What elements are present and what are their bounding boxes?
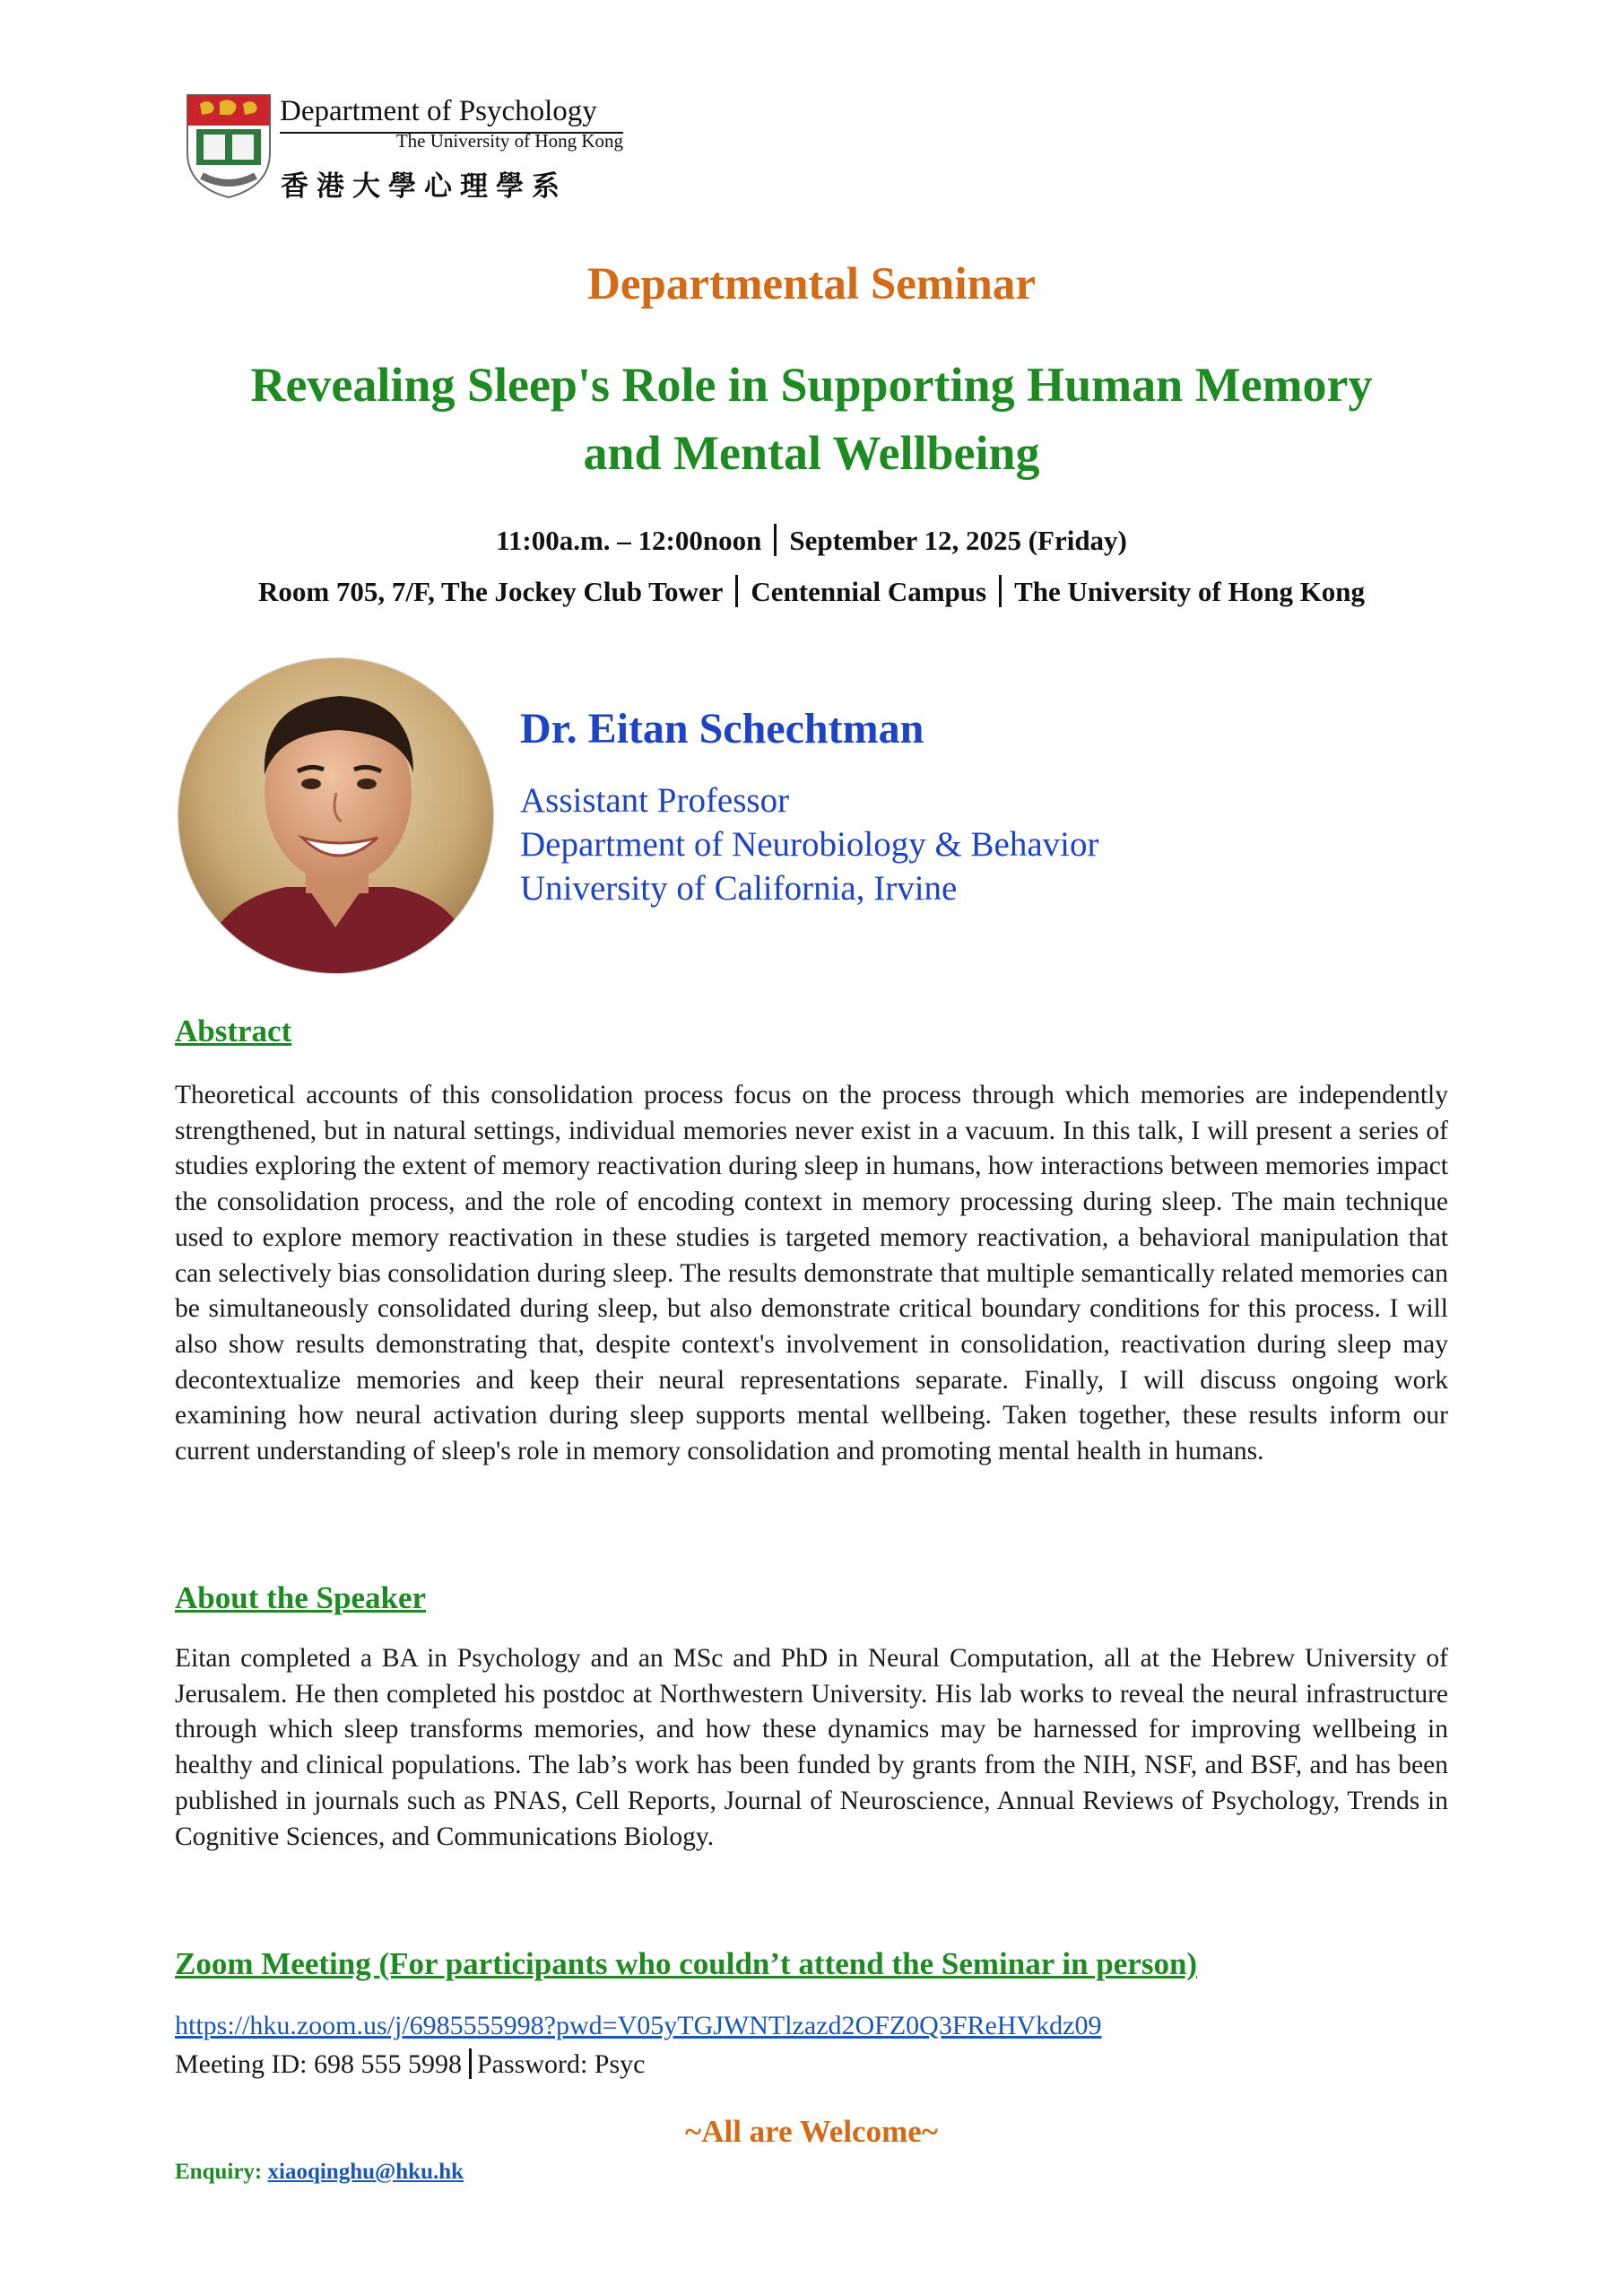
zoom-meeting-link[interactable]: https://hku.zoom.us/j/6985555998?pwd=V05yTGJWNTlzazd2OFZ0Q3FReHVkdz09 (175, 2011, 1102, 2040)
speaker-department: Department of Neurobiology & Behavior (520, 825, 1099, 864)
hku-crest-icon (184, 93, 273, 199)
separator (469, 2048, 472, 2079)
enquiry-email-link[interactable]: xiaoqinghu@hku.hk (267, 2160, 464, 2184)
speaker-name: Dr. Eitan Schechtman (520, 705, 924, 752)
department-logo (184, 91, 623, 204)
speaker-bio-text: Eitan completed a BA in Psychology and an MSc and PhD in Neural Computation, all at the Hebrew University of Jerusalem. He then completed his postdoc at Northwestern University. His lab works to reveal the neural infrastructure through which sleep transforms memories, and how these dynamics may be harnessed for improving wellbeing in healthy and clinical populations. The lab’s work has been funded by grants from the NIH, NSF, and BSF, and has been published in journals such as PNAS, Cell Reports, Journal of Neuroscience, Annual Reviews of Psychology, Trends in Cognitive Sciences, and Communications Biology. (175, 1644, 1448, 1851)
chinese-department-name: 香港大學心理學系 (281, 170, 568, 203)
welcome-message: ~All are Welcome~ (685, 2114, 938, 2149)
event-time: 11:00a.m. – 12:00noon (496, 525, 762, 556)
meeting-details (175, 2048, 645, 2080)
speaker-institution: University of California, Irvine (520, 869, 958, 908)
venue-campus: Centennial Campus (751, 576, 987, 607)
zoom-heading: Zoom Meeting (For participants who couldn’t attend the Seminar in person) (175, 1946, 1198, 1981)
enquiry-line (175, 2160, 464, 2185)
meeting-password: Password: Psyc (476, 2049, 646, 2079)
university-name: The University of Hong Kong (395, 130, 623, 152)
speaker-portrait-icon (178, 658, 493, 973)
abstract-heading: Abstract (175, 1013, 292, 1048)
meeting-id: Meeting ID: 698 555 5998 (175, 2049, 462, 2079)
abstract-text: Theoretical accounts of this consolidation process focus on the process through which memories are independently strengthened, but in natural settings, individual memories never exist in a vacuum. In this talk, I will present a series of studies exploring the extent of memory reactivation during sleep in humans, how interactions between memories impact the consolidation process, and the role of encoding context in memory processing during sleep. The main technique used to explore memory reactivation in these studies is targeted memory reactivation, a behavioral manipulation that can selectively bias consolidation during sleep. The results demonstrate that multiple semantically related memories can be simultaneously consolidated during sleep, but also demonstrate critical boundary conditions for this process. I will also show results demonstrating that, despite context's involvement in consolidation, reactivation during sleep may decontextualize memories and keep their neural representations separate. Finally, I will discuss ongoing work examining how neural activation during sleep supports mental wellbeing. Taken together, these results inform our current understanding of sleep's role in memory consolidation and promoting mental health in humans. (175, 1081, 1448, 1466)
speaker-photo (178, 657, 494, 974)
time-date-line (0, 524, 1623, 557)
seminar-title-line-1: Revealing Sleep's Role in Supporting Human Memory (250, 358, 1373, 412)
about-speaker-heading: About the Speaker (175, 1580, 427, 1615)
venue-room: Room 705, 7/F, The Jockey Club Tower (257, 576, 724, 607)
event-type: Departmental Seminar (587, 259, 1036, 309)
separator (735, 575, 738, 607)
separator (774, 524, 777, 556)
separator (999, 575, 1002, 607)
event-date: September 12, 2025 (Friday) (789, 525, 1127, 556)
speaker-position: Assistant Professor (520, 781, 790, 820)
seminar-title-line-2: and Mental Wellbeing (583, 426, 1040, 480)
department-name: Department of Psychology (280, 95, 597, 127)
venue-university: The University of Hong Kong (1014, 576, 1366, 607)
enquiry-label: Enquiry: (175, 2160, 263, 2184)
venue-line (0, 575, 1623, 608)
